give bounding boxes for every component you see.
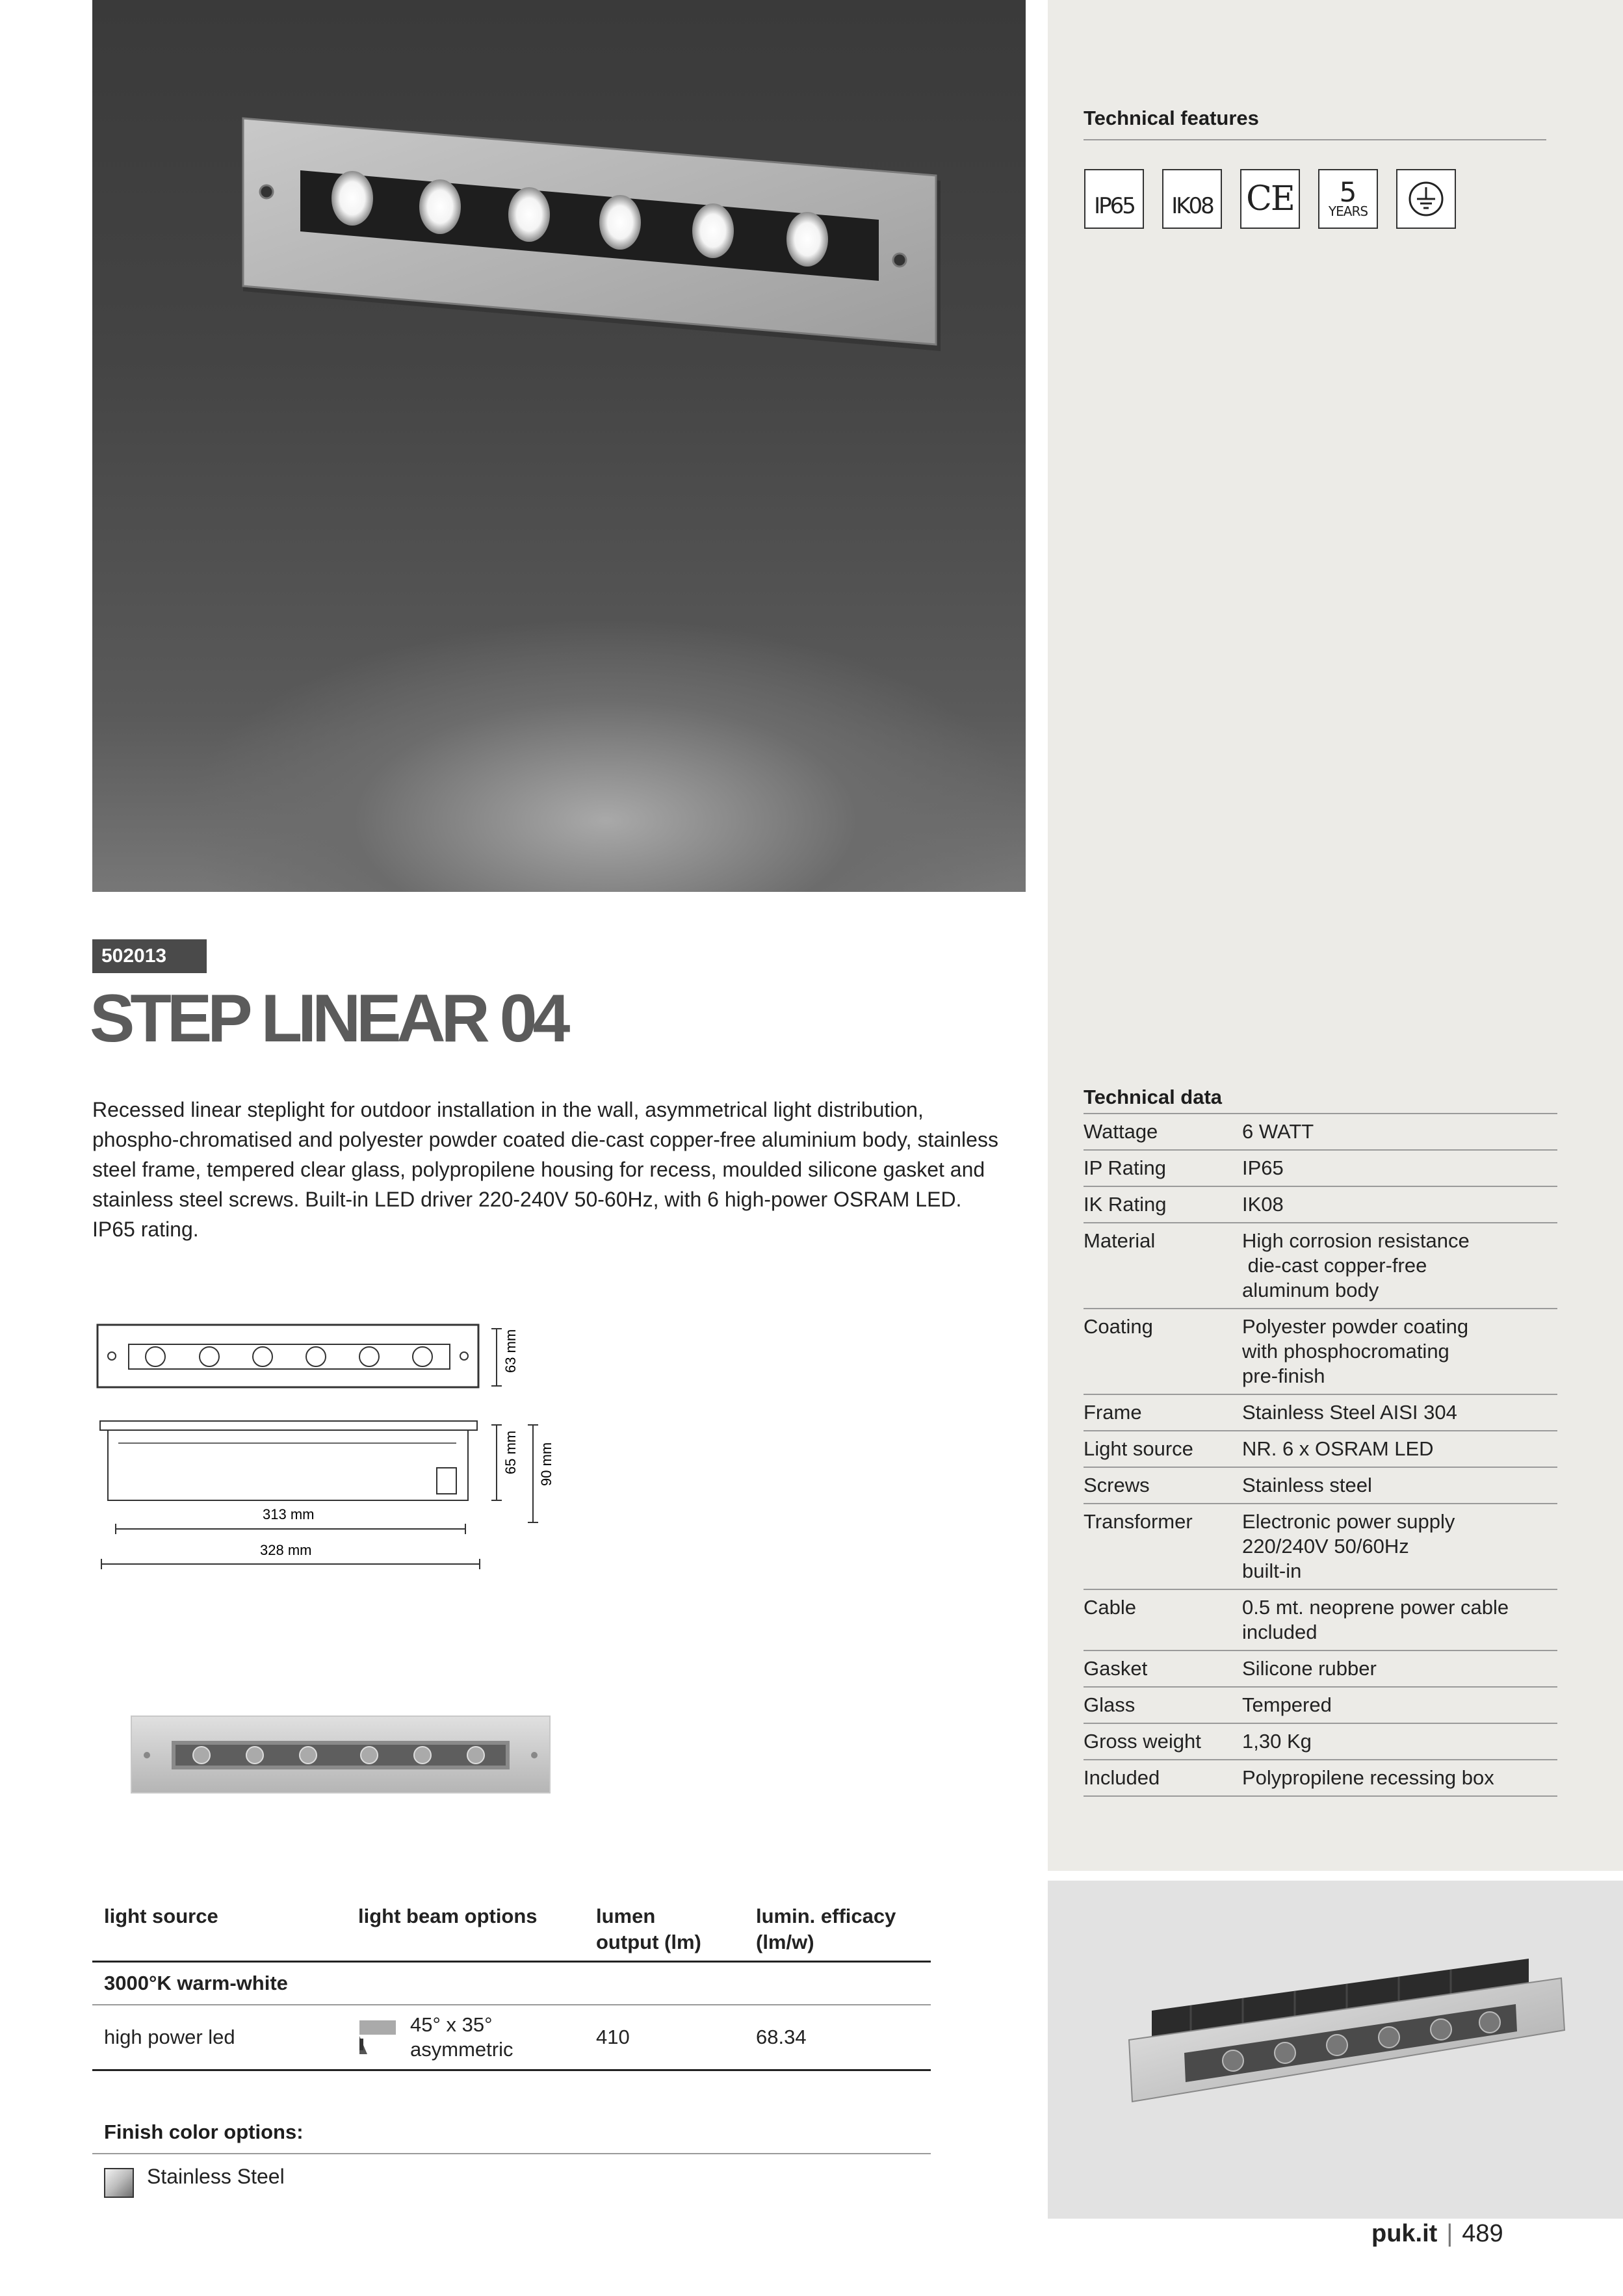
dim-width-body: 313 mm	[263, 1506, 315, 1522]
warranty-5-years-icon: 5 YEARS	[1318, 169, 1378, 229]
dim-depth-body: 65 mm	[502, 1430, 519, 1474]
spec-value: 1,30 Kg	[1242, 1723, 1557, 1760]
product-description: Recessed linear steplight for outdoor installation in the wall, asymmetrical light distribution, phospho-chromatised and polyester powder coated die-cast copper-free aluminium body, stainless steel frame, tempered clear glass, polypropilene housing for recess, moulded silicone gasket and stainless steel screws. Built-in LED driver 220-240V 50-60Hz, with 6 high-power OSRAM LED. IP65 rating.	[92, 1098, 998, 1241]
spec-label: Wattage	[1084, 1114, 1242, 1150]
spec-value: Tempered	[1242, 1687, 1557, 1723]
product-code-badge: 502013	[92, 939, 207, 973]
stainless-steel-swatch	[104, 2168, 134, 2198]
spec-value: Stainless Steel AISI 304	[1242, 1394, 1557, 1431]
table-row	[92, 2005, 931, 2070]
asymmetric-beam-icon	[358, 2019, 397, 2055]
technical-features-divider	[1084, 139, 1546, 140]
footer-brand-link[interactable]: puk.it	[1371, 2220, 1438, 2247]
spec-value: 6 WATT	[1242, 1114, 1557, 1150]
technical-features-title: Technical features	[1084, 107, 1259, 129]
table-row	[1084, 1223, 1557, 1309]
spec-value: Electronic power supply 220/240V 50/60Hz built-in	[1242, 1504, 1557, 1589]
technical-data-table	[1084, 1113, 1557, 1797]
spec-label: Screws	[1084, 1467, 1242, 1504]
dim-width-total: 328 mm	[260, 1542, 312, 1558]
spec-value: IK08	[1242, 1186, 1557, 1223]
spec-label: Coating	[1084, 1309, 1242, 1394]
spec-label: Glass	[1084, 1687, 1242, 1723]
table-row	[1084, 1504, 1557, 1589]
header-luminous-efficacy: lumin. efficacy (lm/w)	[744, 1898, 931, 1962]
page-footer	[1371, 2220, 1503, 2248]
finish-divider	[92, 2153, 931, 2154]
product-3d-render	[1048, 1881, 1623, 2219]
color-temperature-group: 3000°K warm-white	[92, 1962, 931, 2005]
spec-label: Gasket	[1084, 1650, 1242, 1687]
table-row	[1084, 1723, 1557, 1760]
table-row	[1084, 1394, 1557, 1431]
table-row	[1084, 1650, 1557, 1687]
spec-label: Cable	[1084, 1589, 1242, 1650]
page-number: 489	[1462, 2220, 1503, 2247]
ip65-rating-icon: IP65	[1084, 169, 1144, 229]
spec-value: Stainless steel	[1242, 1467, 1557, 1504]
spec-value: NR. 6 x OSRAM LED	[1242, 1431, 1557, 1467]
spec-label: Frame	[1084, 1394, 1242, 1431]
table-row	[1084, 1589, 1557, 1650]
table-row	[1084, 1150, 1557, 1186]
spec-value: Silicone rubber	[1242, 1650, 1557, 1687]
spec-label: IP Rating	[1084, 1150, 1242, 1186]
table-row	[1084, 1687, 1557, 1723]
footer-separator: |	[1446, 2220, 1453, 2247]
cell-lumen: 410	[584, 2005, 744, 2070]
table-row	[1084, 1760, 1557, 1796]
spec-label: Light source	[1084, 1431, 1242, 1467]
spec-label: Included	[1084, 1760, 1242, 1796]
table-row	[1084, 1431, 1557, 1467]
spec-label: Material	[1084, 1223, 1242, 1309]
front-view-drawing	[97, 1325, 502, 1387]
header-light-beam-options: light beam options	[346, 1898, 584, 1962]
table-row	[1084, 1114, 1557, 1150]
spec-value: Polypropilene recessing box	[1242, 1760, 1557, 1796]
dim-depth-total: 90 mm	[538, 1442, 554, 1486]
spec-value: Polyester powder coating with phosphocromating pre-finish	[1242, 1309, 1557, 1394]
spec-label: Transformer	[1084, 1504, 1242, 1589]
header-light-source: light source	[92, 1898, 346, 1962]
finish-options-title: Finish color options:	[104, 2120, 304, 2143]
table-row	[1084, 1186, 1557, 1223]
spec-value: High corrosion resistance die-cast copper-free aluminum body	[1242, 1223, 1557, 1309]
width-dimensions	[101, 1506, 480, 1569]
spec-value: IP65	[1242, 1150, 1557, 1186]
steplight-photo-illustration	[92, 0, 1026, 892]
cell-efficacy: 68.34	[744, 2005, 931, 2070]
ce-mark-icon: CE	[1240, 169, 1300, 229]
earth-ground-icon	[1396, 169, 1456, 229]
dim-height-front: 63 mm	[502, 1329, 519, 1373]
cell-beam: 45° x 35° asymmetric	[410, 2013, 513, 2061]
product-title: STEP LINEAR 04	[90, 981, 566, 1056]
cell-source: high power led	[92, 2005, 346, 2070]
hero-product-photo	[92, 0, 1026, 892]
dimension-drawings	[92, 1313, 586, 1586]
light-source-table	[92, 1898, 931, 2071]
side-view-drawing	[100, 1421, 538, 1522]
header-lumen-output: lumen output (lm)	[584, 1898, 744, 1962]
spec-label: IK Rating	[1084, 1186, 1242, 1223]
technical-data-title: Technical data	[1084, 1086, 1223, 1108]
product-front-photo	[130, 1715, 552, 1795]
spec-label: Gross weight	[1084, 1723, 1242, 1760]
ik08-rating-icon: IK08	[1162, 169, 1222, 229]
table-row	[1084, 1309, 1557, 1394]
finish-option-label: Stainless Steel	[147, 2165, 285, 2188]
spec-value: 0.5 mt. neoprene power cable included	[1242, 1589, 1557, 1650]
table-row	[1084, 1467, 1557, 1504]
